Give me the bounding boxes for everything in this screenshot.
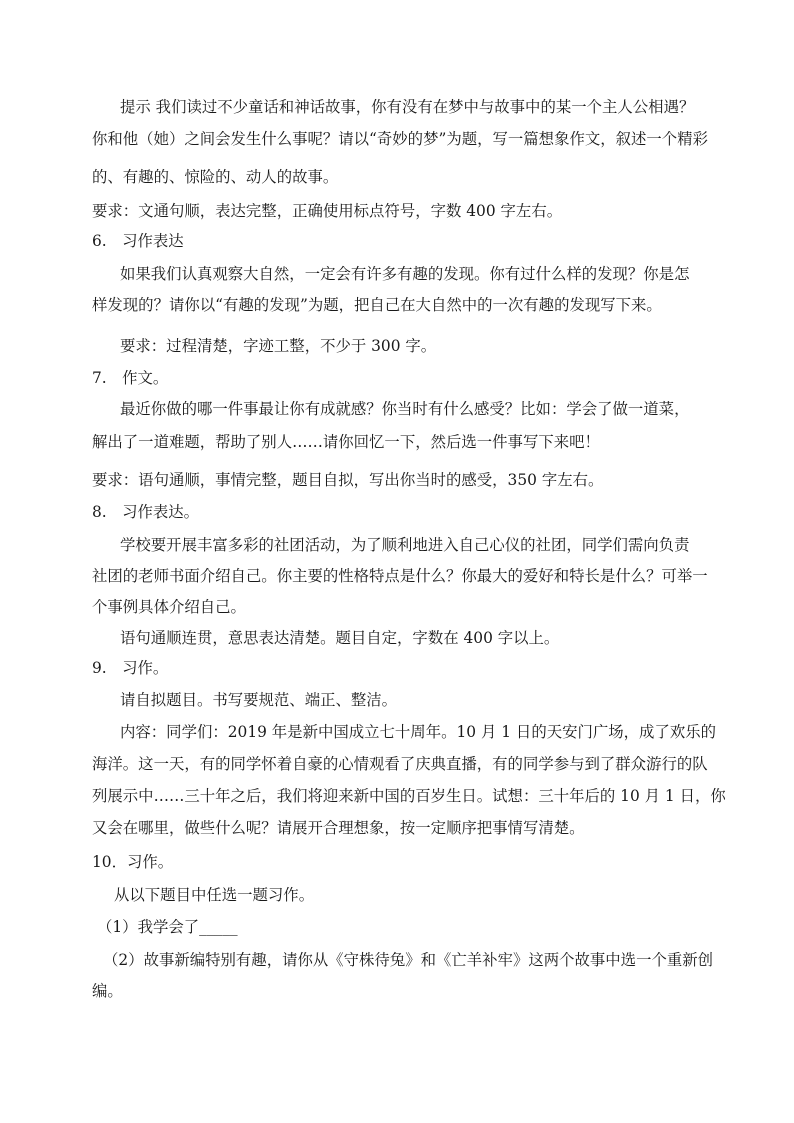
- q10-instruction: 从以下题目中任选一题习作。: [114, 886, 315, 904]
- q9-content-line-1: 内容：同学们：2019 年是新中国成立七十周年。10 月 1 日的天安门广场，成了欢乐的: [120, 723, 717, 741]
- q8-heading: 8. 习作表达。: [92, 503, 200, 521]
- q8-body-line-3: 个事例具体介绍自己。: [92, 598, 246, 616]
- q6-body-line-2: 样发现的？请你以“有趣的发现”为题，把自己在大自然中的一次有趣的发现写下来。: [92, 296, 662, 314]
- q5-hint-line-3: 的、有趣的、惊险的、动人的故事。: [92, 168, 339, 186]
- q7-requirement: 要求：语句通顺，事情完整，题目自拟，写出你当时的感受，350 字左右。: [92, 471, 604, 489]
- q10-option-1: （1）我学会了_____: [97, 918, 238, 936]
- q9-content-line-2: 海洋。这一天，有的同学怀着自豪的心情观看了庆典直播，有的同学参与到了群众游行的队: [92, 755, 708, 773]
- q9-instruction: 请自拟题目。书写要规范、端正、整洁。: [120, 691, 398, 709]
- q5-hint-line-1: 提示 我们读过不少童话和神话故事，你有没有在梦中与故事中的某一个主人公相遇？: [120, 98, 695, 116]
- q5-hint-line-2: 你和他（她）之间会发生什么事呢？请以“奇妙的梦”为题，写一篇想象作文，叙述一个精彩: [92, 130, 708, 148]
- q8-body-line-1: 学校要开展丰富多彩的社团活动，为了顺利地进入自己心仪的社团，同学们需向负责: [120, 536, 690, 554]
- q9-heading: 9. 习作。: [92, 659, 169, 677]
- q7-body-line-2: 解出了一道难题，帮助了别人……请你回忆一下，然后选一件事写下来吧！: [92, 433, 600, 451]
- q7-heading: 7. 作文。: [92, 369, 169, 387]
- q5-requirement: 要求：文通句顺，表达完整，正确使用标点符号，字数 400 字左右。: [92, 202, 563, 220]
- q9-content-line-3: 列展示中……三十年之后，我们将迎来新中国的百岁生日。试想：三十年后的 10 月 1 日，你: [92, 787, 726, 805]
- q8-body-line-2: 社团的老师书面介绍自己。你主要的性格特点是什么？你最大的爱好和特长是什么？可举一: [92, 567, 708, 585]
- q9-content-line-4: 又会在哪里，做些什么呢？请展开合理想象，按一定顺序把事情写清楚。: [92, 819, 585, 837]
- q8-requirement: 语句通顺连贯，意思表达清楚。题目自定，字数在 400 字以上。: [120, 629, 560, 647]
- q7-body-line-1: 最近你做的哪一件事最让你有成就感？你当时有什么感受？比如：学会了做一道菜，: [120, 400, 690, 418]
- q6-requirement: 要求：过程清楚，字迹工整，不少于 300 字。: [120, 337, 437, 355]
- q10-option-2-line-2: 编。: [92, 982, 123, 1000]
- q10-option-2-line-1: （2）故事新编特别有趣，请你从《守株待兔》和《亡羊补牢》这两个故事中选一个重新创: [103, 951, 714, 969]
- q6-heading: 6. 习作表达: [92, 232, 184, 250]
- q10-heading: 10．习作。: [92, 853, 174, 871]
- q6-body-line-1: 如果我们认真观察大自然，一定会有许多有趣的发现。你有过什么样的发现？你是怎: [120, 265, 690, 283]
